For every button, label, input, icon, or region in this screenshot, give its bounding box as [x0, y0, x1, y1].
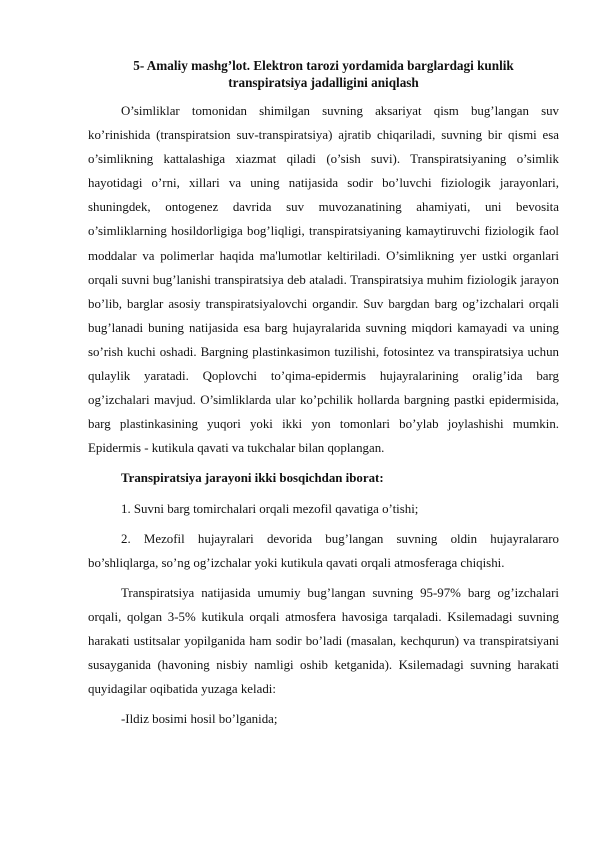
- paragraph-root-pressure: -Ildiz bosimi hosil bo’lganida;: [121, 712, 278, 727]
- paragraph-intro: O’simliklar tomonidan shimilgan suvning aksariyat qism bug’langan suv ko’rinishida (transpiratsion suv-transpiratsiya) ajratib chiqariladi, suvning bir qismi esa o’simlikning kattalashiga xiazmat qiladi (o’sish suvi). Transpiratsiyaning o’simlik hayotidagi o’rni, xillari va uning natijasida sodir bo’luvchi fiziologik jarayonlari, shuningdek, ontogenez davrida suv muvozanatining ahamiyati, uni bevosita o’simliklarning hosildorligiga bog’liqligi, transpiratsiyaning kamaytiruvchi fiziologik faol moddalar va polimerlar haqida ma'lumotlar keltiriladi. O’simlikning yer ustki organlari orqali suvni bug’lanishi transpiratsiya deb ataladi. Transpiratsiya muhim fiziologik jarayon bo’lib, barglar asosiy transpiratsiyalovchi organdir. Suv bargdan barg og’izchalari orqali bug’lanadi buning natijasida esa barg hujayralarida suvning miqdori kamayadi va uning so’rish kuchi oshadi. Bargning plastinkasimon tuzilishi, fotosintez va transpiratsiya uchun qulaylik yaratadi. Qoplovchi to’qima-epidermis hujayralarining oralig’ida barg og’izchalari mavjud. O’simliklarda ular ko’pchilik hollarda bargning pastki epidermisida, barg plastinkasining yuqori yoki ikki yon tomonlari bo’ylab joylashishi mumkin. Epidermis - kutikula qavati va tukchalar bilan qoplangan.: [88, 104, 559, 456]
- paragraph-transpiration-share: Transpiratsiya natijasida umumiy bug’langan suvning 95-97% barg og’izchalari orqali, qolgan 3-5% kutikula orqali atmosfera havosiga tarqaladi. Ksilemadagi suvning harakati ustitsalar yopilganida ham sodir bo’ladi (masalan, kechqurun) va transpiratsiyani susayganida (havoning nisbiy namligi oshib ketganida). Ksilemadagi suvning harakati quyidagilar oqibatida yuzaga keladi:: [88, 585, 559, 697]
- document-title: 5- Amaliy mashg’lot. Elektron tarozi yordamida barglardagi kunlik transpiratsiya jadalligini aniqlash: [133, 58, 514, 90]
- paragraph-stages-heading: Transpiratsiya jarayoni ikki bosqichdan iborat:: [121, 471, 384, 486]
- paragraph-stage-two: 2. Mezofil hujayralari devorida bug’langan suvning oldin hujayralararo bo’shliqlarga, so’ng og’izchalar yoki kutikula qavati orqali atmosferaga chiqishi.: [88, 531, 559, 570]
- document-page: [88, 58, 559, 731]
- paragraph-stage-one: 1. Suvni barg tomirchalari orqali mezofil qavatiga o’tishi;: [121, 501, 419, 516]
